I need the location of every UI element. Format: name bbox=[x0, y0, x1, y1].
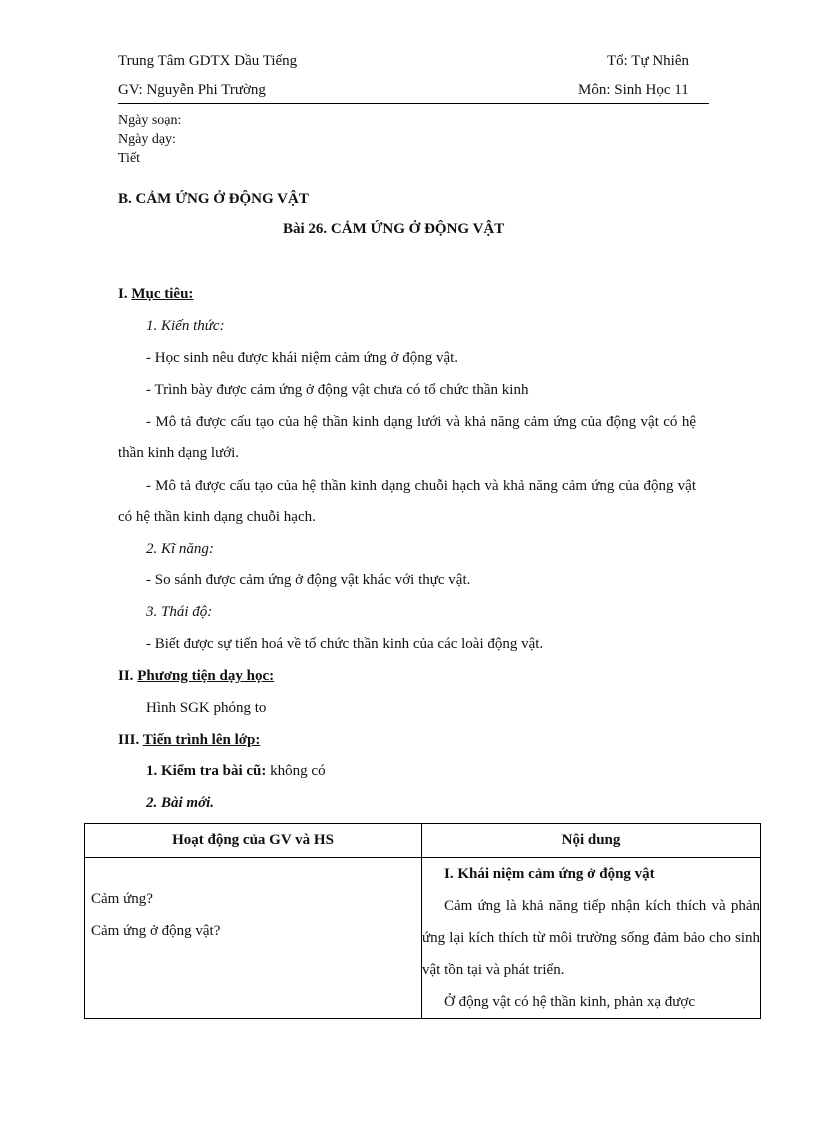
header-group: Tổ: Tự Nhiên bbox=[607, 53, 690, 69]
knowledge-item: - Học sinh nêu được khái niệm cảm ứng ở động vật. bbox=[146, 350, 459, 366]
skills-text: - So sánh được cảm ứng ở động vật khác với thực vật. bbox=[146, 572, 471, 588]
table-header-row bbox=[85, 824, 761, 858]
attitude-label: 3. Thái độ: bbox=[146, 604, 213, 620]
content-heading: I. Khái niệm cảm ứng ở động vật bbox=[444, 866, 655, 882]
content-paragraph: Ở động vật có hệ thần kinh, phản xạ được bbox=[444, 994, 696, 1010]
objectives-heading-text: Mục tiêu: bbox=[131, 286, 194, 302]
knowledge-item: - Mô tả được cấu tạo của hệ thần kinh dạng lưới và khả năng cảm ứng của động vật có hệ thần kinh dạng lưới. bbox=[118, 414, 696, 461]
table-row bbox=[85, 858, 761, 1019]
header-subject: Môn: Sinh Học 11 bbox=[578, 82, 689, 98]
process-heading-num: III. bbox=[118, 732, 140, 748]
objectives-heading bbox=[118, 286, 193, 303]
review-line bbox=[146, 763, 326, 780]
knowledge-label: 1. Kiến thức: bbox=[146, 318, 225, 334]
knowledge-item: - Trình bày được cảm ứng ở động vật chưa có tổ chức thần kinh bbox=[146, 382, 529, 398]
lesson-title: Bài 26. CẢM ỨNG Ở ĐỘNG VẬT bbox=[283, 221, 505, 237]
teach-date: Ngày dạy: bbox=[118, 132, 176, 147]
means-heading bbox=[118, 668, 274, 685]
header-center: Trung Tâm GDTX Dầu Tiếng bbox=[118, 53, 298, 69]
review-label: 1. Kiểm tra bài cũ: bbox=[146, 763, 267, 779]
col-content-header: Nội dung bbox=[422, 824, 761, 858]
review-value: không có bbox=[270, 763, 326, 779]
process-heading bbox=[118, 732, 260, 749]
new-lesson-label: 2. Bài mới. bbox=[146, 795, 215, 811]
lesson-table bbox=[84, 823, 761, 1019]
process-heading-text: Tiến trình lên lớp: bbox=[142, 732, 261, 748]
section-title: B. CẢM ỨNG Ở ĐỘNG VẬT bbox=[118, 191, 309, 207]
means-heading-num: II. bbox=[118, 668, 134, 684]
col-activity-header: Hoạt động của GV và HS bbox=[85, 824, 422, 858]
means-text: Hình SGK phóng to bbox=[146, 700, 267, 716]
skills-label: 2. Kĩ năng: bbox=[146, 541, 214, 557]
attitude-text: - Biết được sự tiến hoá về tổ chức thần kinh của các loài động vật. bbox=[146, 636, 544, 652]
period: Tiết bbox=[118, 151, 141, 166]
prep-date: Ngày soạn: bbox=[118, 113, 182, 128]
means-heading-text: Phương tiện dạy học: bbox=[137, 668, 275, 684]
knowledge-item: - Mô tả được cấu tạo của hệ thần kinh dạng chuỗi hạch và khả năng cảm ứng của động vật có hệ thần kinh dạng chuỗi hạch. bbox=[118, 478, 696, 525]
activity-question: Cảm ứng? bbox=[91, 891, 153, 907]
header-teacher: GV: Nguyễn Phi Trường bbox=[118, 82, 266, 98]
activity-cell bbox=[85, 858, 422, 1019]
objectives-heading-num: I. bbox=[118, 286, 128, 302]
activity-question: Cảm ứng ở động vật? bbox=[91, 923, 221, 939]
header-rule bbox=[118, 103, 709, 104]
content-paragraph: Cảm ứng là khả năng tiếp nhận kích thích và phản ứng lại kích thích từ môi trường sống đảm bảo cho sinh vật tồn tại và phát triển. bbox=[422, 898, 760, 978]
content-cell bbox=[422, 858, 761, 1019]
